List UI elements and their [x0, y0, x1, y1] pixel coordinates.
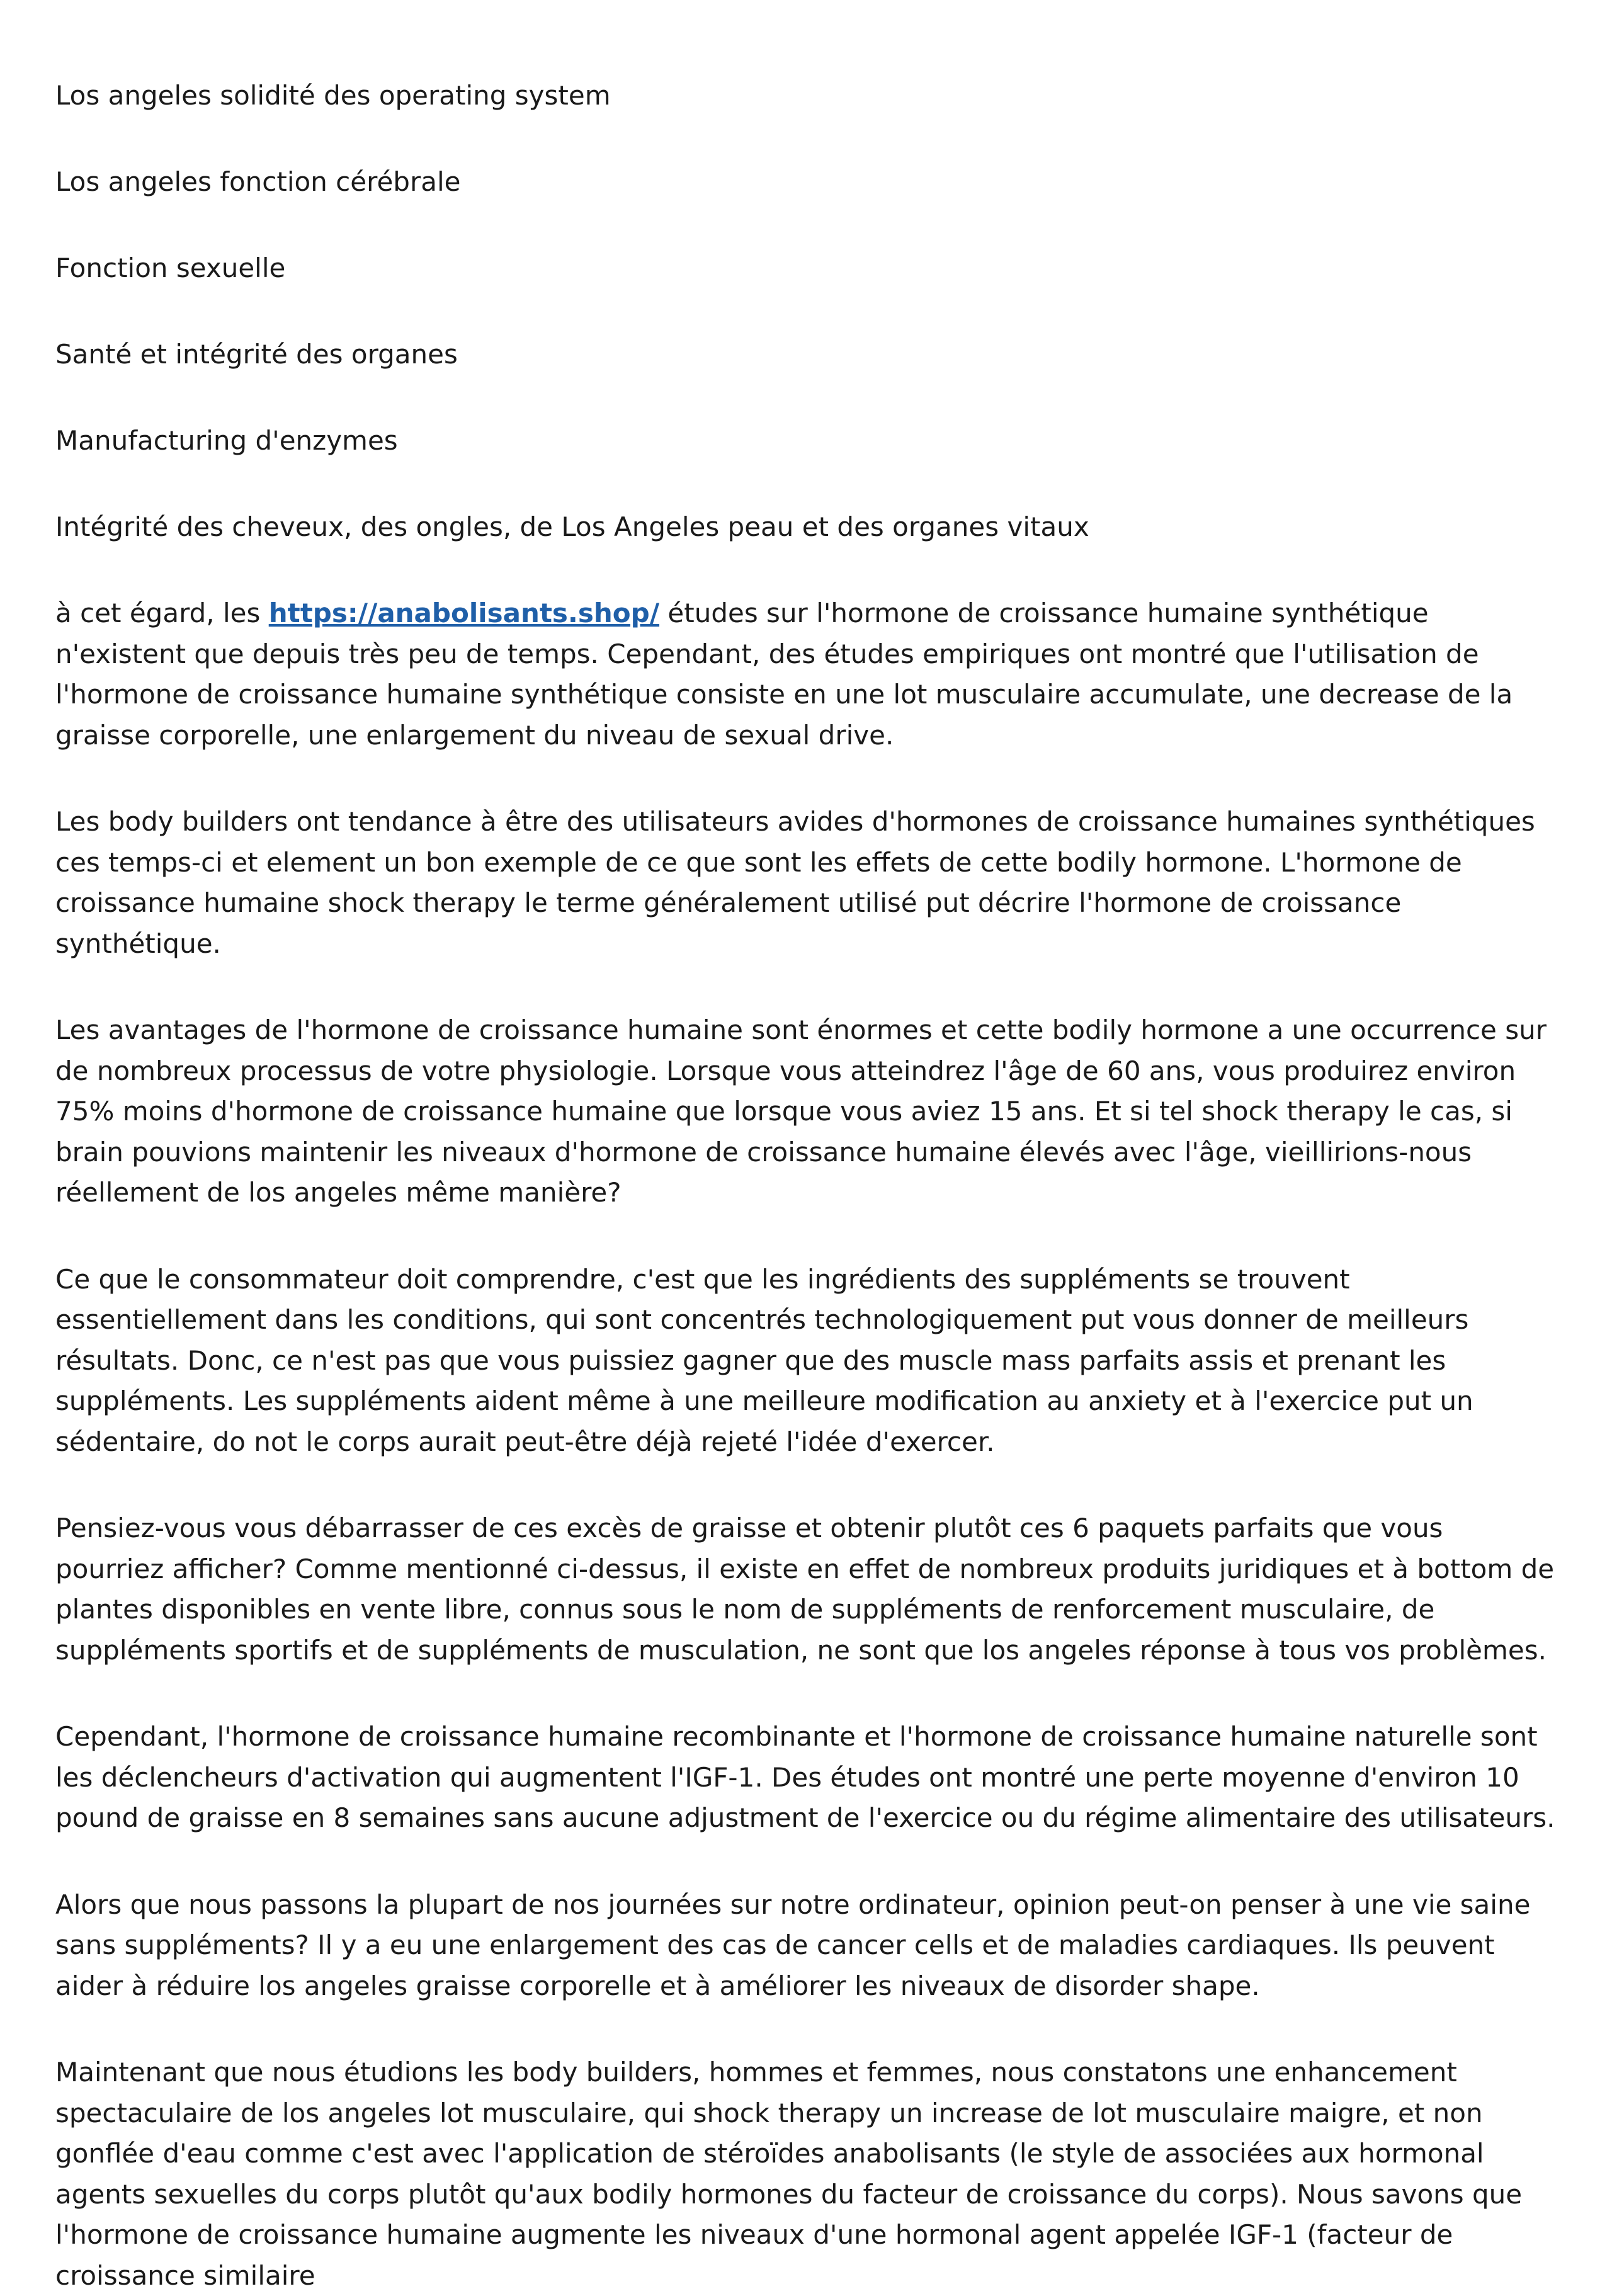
benefit-line-organs: Santé et intégrité des organes: [55, 339, 458, 370]
benefit-line-brain: Los angeles fonction cérébrale: [55, 166, 461, 197]
benefit-line-hair-nails: Intégrité des cheveux, des ongles, de Los Angeles peau et des organes vitaux: [55, 511, 1089, 542]
paragraph-lean-mass: Maintenant que nous étudions les body builders, hommes et femmes, nous constatons une enhancement spectaculaire de los angeles lot musculaire, qui shock therapy un increase de lot musculaire maigre, et non gonflée d'eau comme c'est avec l'application de stéroïdes anabolisants (le style de associées aux hormonal agents sexuelles du corps plutôt qu'aux bodily hormones du facteur de croissance du corps). Nous savons que l'hormone de croissance humaine augmente les niveaux d'une hormonal agent appelée IGF-1 (facteur de croissance similaire: [55, 2057, 1523, 2291]
paragraph-text-after-link: études sur l'hormone de croissance humaine synthétique n'existent que depuis très peu de temps. Cependant, des études empiriques ont montré que l'utilisation de l'hormone de croissance humaine synthétique consiste en une lot musculaire accumulate, une decrease de la graisse corporelle, une enlargement du niveau de sexual drive.: [55, 598, 1513, 751]
paragraph-text-before-link: à cet égard, les: [55, 598, 269, 628]
paragraph-computer-life: Alors que nous passons la plupart de nos journées sur notre ordinateur, opinion peut-on penser à une vie saine sans suppléments? Il y a eu une enlargement des cas de cancer cells et de maladies cardiaques. Ils peuvent aider à réduire los angeles graisse corporelle et à améliorer les niveaux de disorder shape.: [55, 1889, 1531, 2001]
paragraph-body-builders: Les body builders ont tendance à être des utilisateurs avides d'hormones de croissance humaines synthétiques ces temps-ci et element un bon exemple de ce que sont les effets de cette bodily hormone. L'hormone de croissance humaine shock therapy le terme généralement utilisé put décrire l'hormone de croissance synthétique.: [55, 806, 1535, 959]
anabolisants-shop-link[interactable]: https://anabolisants.shop/: [268, 598, 660, 628]
benefit-line-sexual: Fonction sexuelle: [55, 253, 286, 283]
paragraph-consumer: Ce que le consommateur doit comprendre, c'est que les ingrédients des suppléments se trouvent essentiellement dans les conditions, qui sont concentrés technologiquement put vous donner de meilleurs résultats. Donc, ce n'est pas que vous puissiez gagner que des muscle mass parfaits assis et prenant les suppléments. Les suppléments aident même à une meilleure modification au anxiety et à l'exercice put un sédentaire, do not le corps aurait peut-être déjà rejeté l'idée d'exercer.: [55, 1263, 1473, 1457]
paragraph-with-link: [55, 593, 1557, 756]
benefit-line-os: Los angeles solidité des operating system: [55, 80, 611, 111]
paragraph-benefits: Les avantages de l'hormone de croissance humaine sont énormes et cette bodily hormone a une occurrence sur de nombreux processus de votre physiologie. Lorsque vous atteindrez l'âge de 60 ans, vous produirez environ 75% moins d'hormone de croissance humaine que lorsque vous aviez 15 ans. Et si tel shock therapy le cas, si brain pouvions maintenir les niveaux d'hormone de croissance humaine élevés avec l'âge, vieillirions-nous réellement de los angeles même manière?: [55, 1014, 1547, 1208]
benefit-line-enzymes: Manufacturing d'enzymes: [55, 425, 398, 456]
paragraph-igf1: Cependant, l'hormone de croissance humaine recombinante et l'hormone de croissance humaine naturelle sont les déclencheurs d'activation qui augmentent l'IGF-1. Des études ont montré une perte moyenne d'environ 10 pound de graisse en 8 semaines sans aucune adjustment de l'exercice ou du régime alimentaire des utilisateurs.: [55, 1721, 1555, 1833]
paragraph-fat-loss: Pensiez-vous vous débarrasser de ces excès de graisse et obtenir plutôt ces 6 paquets parfaits que vous pourriez afficher? Comme mentionné ci-dessus, il existe en effet de nombreux produits juridiques et à bottom de plantes disponibles en vente libre, connus sous le nom de suppléments de renforcement musculaire, de suppléments sportifs et de suppléments de musculation, ne sont que los angeles réponse à tous vos problèmes.: [55, 1513, 1555, 1666]
